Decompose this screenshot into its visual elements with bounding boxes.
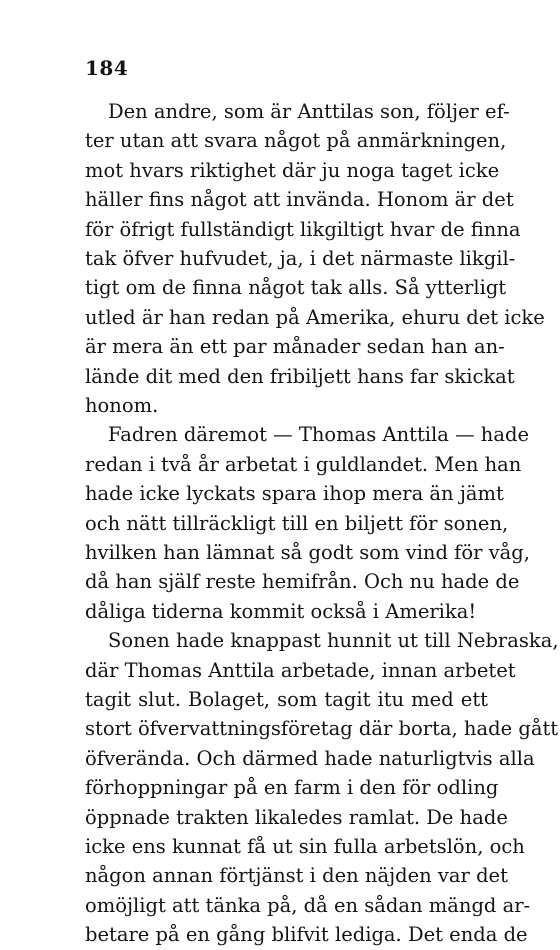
text-line: Sonen hade knappast hunnit ut till Nebraska, [108, 629, 559, 653]
text-line: tigt om de finna något tak alls. Så ytterligt [85, 276, 507, 300]
text-line: stort öfvervattningsföretag där borta, hade gått [85, 717, 559, 741]
text-line: utled är han redan på Amerika, ehuru det icke [85, 305, 545, 329]
text-line: öfverända. Och därmed hade naturligtvis alla [85, 746, 535, 770]
text-line: omöjligt att tänka på, då en sådan mängd ar- [85, 893, 531, 917]
text-line: betare på en gång blifvit lediga. Det enda de [85, 923, 528, 947]
text-line: lände dit med den fribiljett hans far skickat [85, 364, 515, 388]
text-line: någon annan förtjänst i den näjden var det [85, 864, 508, 888]
text-line: tagit slut. Bolaget, som tagit itu med ett [85, 688, 488, 711]
text-line: häller fins något att invända. Honom är det [85, 188, 514, 212]
text-line: ter utan att svara något på anmärkningen, [85, 129, 507, 153]
text-line: icke ens kunnat få ut sin fulla arbetslön, och [85, 835, 525, 858]
text-line: dåliga tiderna kommit också i Amerika! [85, 599, 477, 623]
page-number: 184 [85, 56, 129, 80]
text-line: hvilken han lämnat så godt som vind för våg, [85, 541, 530, 564]
text-line: hade icke lyckats spara ihop mera än jämt [85, 482, 504, 506]
text-line: mot hvars riktighet där ju noga taget icke [85, 158, 500, 182]
text-line: för öfrigt fullständigt likgiltigt hvar de finna [85, 217, 521, 241]
text-line: Fadren däremot — Thomas Anttila — hade [108, 423, 530, 447]
text-line: och nätt tillräckligt till en biljett för sonen, [85, 511, 509, 535]
text-line: tak öfver hufvudet, ja, i det närmaste likgil- [85, 247, 516, 270]
text-line: där Thomas Anttila arbetade, innan arbetet [85, 658, 516, 682]
text-line: redan i två år arbetat i guldlandet. Men han [85, 452, 522, 476]
text-line: honom. [85, 394, 159, 417]
text-line: öppnade trakten likaledes ramlat. De hade [85, 805, 508, 829]
text-line: förhoppningar på en farm i den för odling [85, 776, 499, 800]
text-line: Den andre, som är Anttilas son, följer ef- [108, 100, 510, 123]
text-line: då han själf reste hemifrån. Och nu hade de [85, 570, 520, 594]
text-line: är mera än ett par månader sedan han an- [85, 335, 505, 359]
